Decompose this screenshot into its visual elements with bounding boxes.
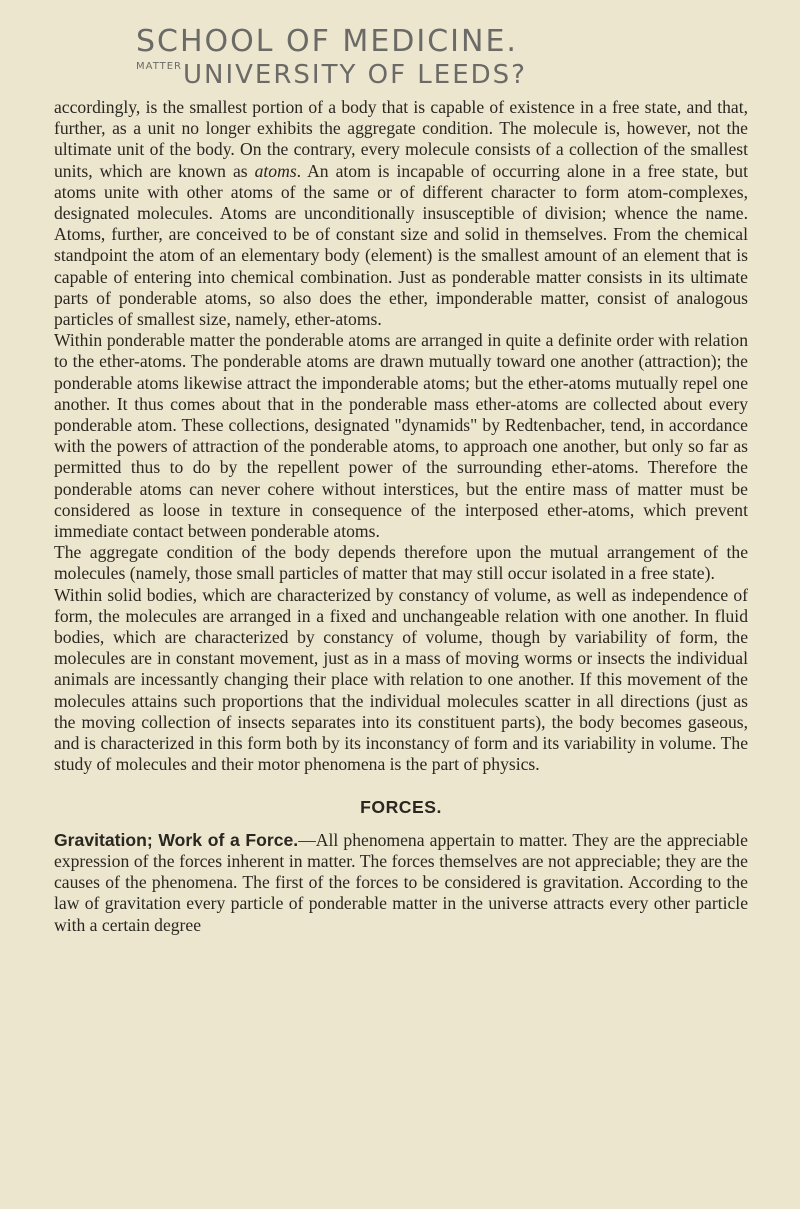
italic-atoms: atoms xyxy=(254,160,297,181)
library-stamp-line-1: SCHOOL OF MEDICINE. xyxy=(136,24,518,59)
paragraph-5 xyxy=(54,830,748,936)
paragraph-4: Within solid bodies, which are characterized by constancy of volume, as well as independence of form, the molecules are arranged in a fixed and unchangeable relation with one another. In fluid bodies, which are characterized by constancy of volume, though by variability of form, the molecules are in constant movement, just as in a mass of moving worms or insects the individual animals are incessantly changing their place with relation to one another. If this movement of the molecules attains such proportions that the individual molecules scatter in all directions (just as the moving collection of insects separates into its constituent parts), the body becomes gaseous, and is characterized in this form both by its inconstancy of form and its variability in volume. The study of molecules and their motor phenomena is the part of physics. xyxy=(54,584,748,775)
runin-heading: Gravitation; Work of a Force. xyxy=(54,829,299,850)
stamp-overprint: MATTER xyxy=(136,61,182,72)
page-body xyxy=(54,97,748,936)
paragraph-5-text: —All phenomena appertain to matter. They are the appreciable expression of the forces inherent in matter. The forces themselves are not appreciable; they are the causes of the phenomena. The first of the forces to be considered is gravitation. According to the law of gravitation every particle of ponderable matter in the universe attracts every other particle with a certain degree xyxy=(54,829,748,935)
library-stamp-line-2 xyxy=(136,60,527,90)
section-heading: FORCES. xyxy=(360,796,442,817)
paragraph-1: accordingly, is the smallest portion of a body that is capable of existence in a free state, and that, further, as a unit no longer exhibits the aggregate condition. The molecule is, however, not the ultimate unit of the body. On the contrary, every molecule consists of a collection of the smallest units, which are known as atoms. An atom is incapable of occurring alone in a free state, but atoms unite with other atoms of the same or of different character to form atom-complexes, designated molecules. Atoms are unconditionally insusceptible of division; whence the name. Atoms, further, are conceived to be of constant size and solid in themselves. From the chemical standpoint the atom of an elementary body (element) is the smallest amount of an element that is capable of entering into chemical combination. Just as ponderable matter consists in its ultimate parts of ponderable atoms, so also does the ether, imponderable matter, consist of analogous particles of smallest size, namely, ether-atoms. xyxy=(54,97,748,330)
paragraph-3: The aggregate condition of the body depends therefore upon the mutual arrangement of the molecules (namely, those small particles of matter that may still occur isolated in a free state). xyxy=(54,542,748,584)
stamp-university: UNIVERSITY OF LEEDS? xyxy=(183,60,527,90)
paragraph-2: Within ponderable matter the ponderable atoms are arranged in quite a definite order with relation to the ether-atoms. The ponderable atoms are drawn mutually toward one another (attraction); the ponderable atoms likewise attract the imponderable atoms; but the ether-atoms mutually repel one another. It thus comes about that in the ponderable mass ether-atoms are collected about every ponderable atom. These collections, designated "dynamids" by Redtenbacher, tend, in accordance with the powers of attraction of the ponderable atoms, to approach one another, but only so far as permitted thus to do by the repellent power of the surrounding ether-atoms. Therefore the ponderable atoms can never cohere without interstices, but the entire mass of matter must be considered as loose in texture in consequence of the interposed ether-atoms, which prevent immediate contact between ponderable atoms. xyxy=(54,330,748,542)
